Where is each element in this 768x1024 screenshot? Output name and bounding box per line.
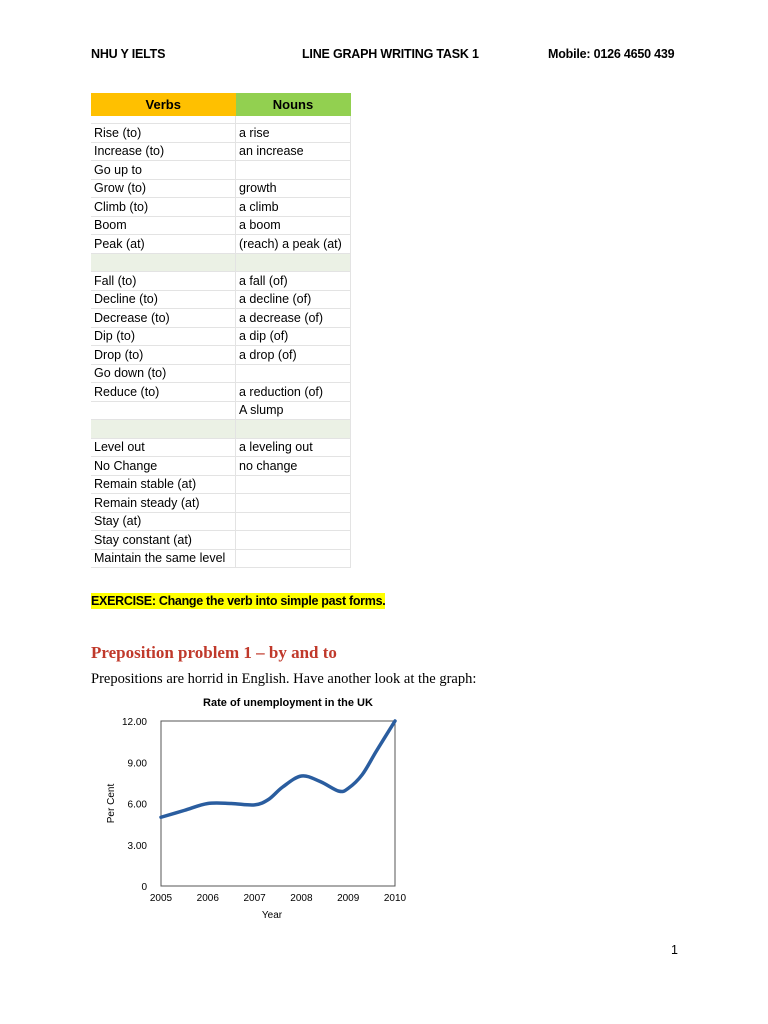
header-title: LINE GRAPH WRITING TASK 1	[302, 47, 479, 61]
verb-cell: Fall (to)	[91, 272, 236, 291]
chart-title: Rate of unemployment in the UK	[203, 697, 373, 709]
verb-cell: Go up to	[91, 161, 236, 180]
x-tick-label: 2007	[243, 893, 266, 904]
noun-cell	[236, 475, 351, 494]
verb-cell: Decline (to)	[91, 290, 236, 309]
plot-area	[161, 721, 395, 886]
verb-cell: Peak (at)	[91, 235, 236, 254]
noun-cell: (reach) a peak (at)	[236, 235, 351, 254]
page-number: 1	[671, 943, 678, 957]
noun-cell: growth	[236, 179, 351, 198]
table-row	[91, 457, 351, 476]
noun-cell: a reduction (of)	[236, 383, 351, 402]
verb-cell: Stay constant (at)	[91, 531, 236, 550]
verb-cell: Grow (to)	[91, 179, 236, 198]
x-tick-label: 2010	[383, 893, 407, 904]
noun-cell: a dip (of)	[236, 327, 351, 346]
verb-cell: Stay (at)	[91, 512, 236, 531]
section-title: Preposition problem 1 – by and to	[91, 643, 337, 662]
noun-cell: no change	[236, 457, 351, 476]
table-separator	[91, 420, 351, 439]
table-row	[91, 179, 351, 198]
verb-cell: Rise (to)	[91, 124, 236, 143]
verb-cell: Remain stable (at)	[91, 475, 236, 494]
table-row	[91, 475, 351, 494]
header-mobile: Mobile: 0126 4650 439	[548, 47, 675, 61]
table-row	[91, 327, 351, 346]
noun-cell: an increase	[236, 142, 351, 161]
x-tick-label: 2005	[149, 893, 173, 904]
table-separator	[91, 116, 351, 124]
verb-cell: Boom	[91, 216, 236, 235]
table-row	[91, 161, 351, 180]
noun-cell	[236, 531, 351, 550]
nouns-header: Nouns	[236, 93, 351, 116]
noun-cell: a drop (of)	[236, 346, 351, 365]
series-line	[161, 721, 395, 817]
noun-cell	[236, 364, 351, 383]
header-left: NHU Y IELTS	[91, 47, 166, 61]
verb-cell: Increase (to)	[91, 142, 236, 161]
noun-cell	[236, 549, 351, 568]
y-tick-label: 12.00	[121, 717, 147, 728]
noun-cell: a decline (of)	[236, 290, 351, 309]
x-tick-label: 2006	[196, 893, 219, 904]
verb-cell	[91, 401, 236, 420]
noun-cell	[236, 161, 351, 180]
noun-cell: a leveling out	[236, 438, 351, 457]
noun-cell: a climb	[236, 198, 351, 217]
noun-cell	[236, 512, 351, 531]
table-row	[91, 364, 351, 383]
table-row	[91, 401, 351, 420]
x-tick-label: 2009	[337, 893, 360, 904]
noun-cell: A slump	[236, 401, 351, 420]
verbs-header: Verbs	[91, 93, 236, 116]
y-axis-label: Per Cent	[106, 783, 117, 824]
verb-cell: Level out	[91, 438, 236, 457]
exercise-instruction: EXERCISE: Change the verb into simple past forms.	[91, 594, 386, 608]
table-row	[91, 438, 351, 457]
verb-cell: Climb (to)	[91, 198, 236, 217]
table-separator	[91, 253, 351, 272]
verb-cell: Decrease (to)	[91, 309, 236, 328]
intro-text: Prepositions are horrid in English. Have another look at the graph:	[91, 671, 477, 687]
x-tick-label: 2008	[290, 893, 313, 904]
y-tick-label: 0	[141, 882, 147, 893]
table-row	[91, 309, 351, 328]
table-row	[91, 142, 351, 161]
y-tick-label: 3.00	[127, 840, 147, 852]
noun-cell: a boom	[236, 216, 351, 235]
table-row	[91, 531, 351, 550]
table-row	[91, 124, 351, 143]
verb-cell: Reduce (to)	[91, 383, 236, 402]
verb-cell: Dip (to)	[91, 327, 236, 346]
y-tick-label: 6.00	[127, 799, 147, 811]
noun-cell: a fall (of)	[236, 272, 351, 291]
table-row	[91, 216, 351, 235]
table-row	[91, 198, 351, 217]
table-row	[91, 512, 351, 531]
verb-cell: Maintain the same level	[91, 549, 236, 568]
table-row	[91, 494, 351, 513]
verb-cell: No Change	[91, 457, 236, 476]
unemployment-chart	[95, 692, 415, 924]
table-row	[91, 272, 351, 291]
x-axis-label: Year	[261, 910, 283, 921]
y-tick-label: 9.00	[127, 758, 147, 770]
noun-cell: a decrease (of)	[236, 309, 351, 328]
noun-cell: a rise	[236, 124, 351, 143]
verb-cell: Remain steady (at)	[91, 494, 236, 513]
table-row	[91, 346, 351, 365]
verb-cell: Go down (to)	[91, 364, 236, 383]
table-row	[91, 383, 351, 402]
vocab-table	[91, 93, 351, 568]
noun-cell	[236, 494, 351, 513]
table-row	[91, 549, 351, 568]
table-row	[91, 235, 351, 254]
verb-cell: Drop (to)	[91, 346, 236, 365]
table-row	[91, 290, 351, 309]
